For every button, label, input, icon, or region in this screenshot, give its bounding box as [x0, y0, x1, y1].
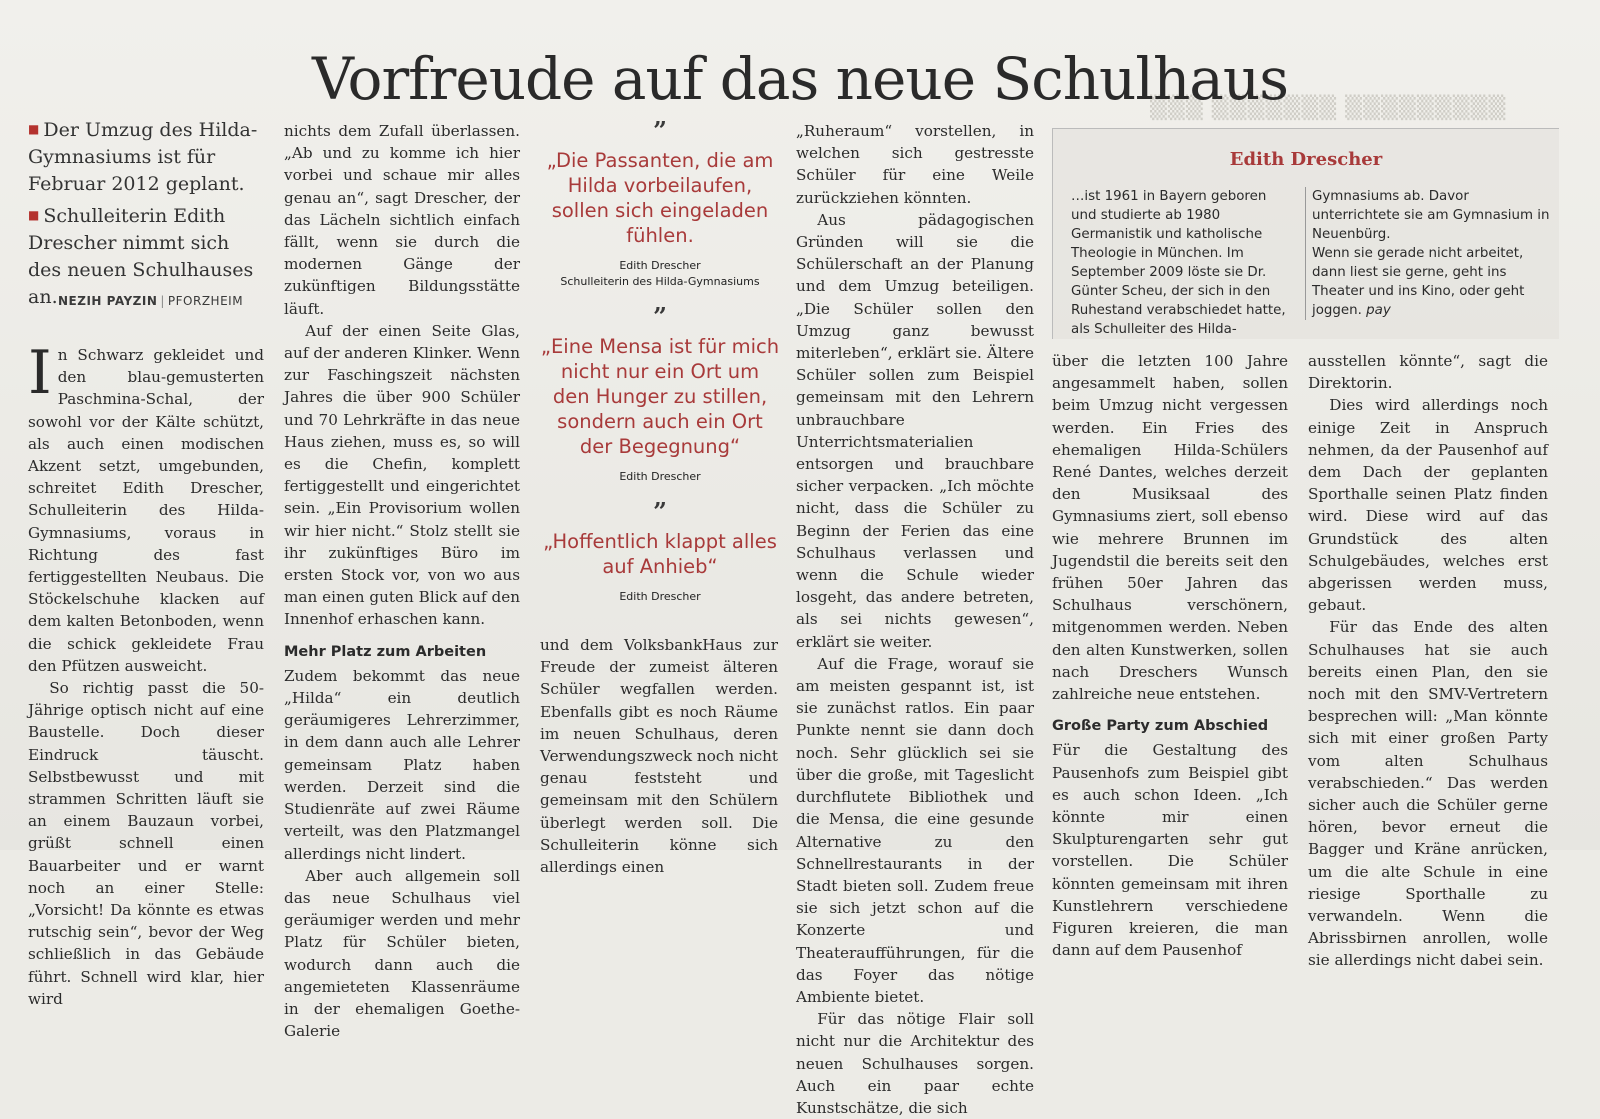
infobox-paragraph: Wenn sie gerade nicht arbeitet, dann liest sie gerne, geht ins Theater und ins Kino, oder geht joggen. [1312, 246, 1525, 318]
teaser-item [28, 116, 258, 198]
pull-quote [540, 302, 780, 485]
article-paragraph: So richtig passt die 50-Jährige optisch nicht auf eine Baustelle. Doch dieser Eindruck täuscht. Selbstbewusst und mit strammen Schritten läuft sie an einem Bauzaun vorbei, grüßt schnell einen Bauarbeiter und er warnt noch an einer Stelle: „Vorsicht! Da könnte es etwas rutschig sein“, bevor der Weg schließlich in das Gebäude führt. Schnell wird klar, hier wird [28, 679, 264, 1008]
author-location: PFORZHEIM [167, 294, 244, 308]
article-paragraph: Auf die Frage, worauf sie am meisten gespannt ist, ist sie zunächst ratlos. Ein paar Punkte nennt sie dann doch noch. Sehr glücklich sei sie über die große, mit Tageslicht durchflutete Bibliothek und die Mensa, die eine gesunde Alternative zu den Schnellrestaurants in der Stadt bieten soll. Zudem freue sie sich jetzt schon auf die Konzerte und Theateraufführungen, für die das Foyer das nötige Ambiente bietet. [796, 654, 1034, 1006]
article-paragraph: „Ruheraum“ vorstellen, in welchen sich gestresste Schüler für eine Weile zurückziehen könnten. [796, 122, 1034, 207]
subheading: Große Party zum Abschied [1052, 718, 1269, 735]
article-paragraph: und dem VolksbankHaus zur Freude der zumeist älteren Schüler wegfallen werden. Ebenfalls gibt es noch Räume im neuen Schulhaus, deren Verwendungszweck noch nicht genau feststeht und gemeinsam mit den Schülern überlegt werden soll. Die Schulleiterin könne sich allerdings einen [540, 636, 778, 877]
pull-quotes [540, 116, 780, 621]
author-name: NEZIH PAYZIN [58, 294, 158, 308]
author-signature: pay [1366, 303, 1391, 318]
paragraph-text: n Schwarz gekleidet und den blau-gemusterten Paschmina-Schal, der sowohl vor der Kälte schützt, als auch einen modischen Akzent setzt, umgebunden, schreitet Edith Drescher, Schulleiterin des Hilda-Gymnasiums, voraus in Richtung des fast fertiggestellten Neubaus. Die Stöckelschuhe klacken auf dem kalten Betonboden, wenn die schick gekleidete Frau den Pfützen ausweicht. [28, 346, 264, 675]
article-paragraph: Für die Gestaltung des Pausenhofs zum Beispiel gibt es auch schon Ideen. „Ich könnte mir einen Skulpturengarten sehr gut vorstellen. Die Schüler könnten gemeinsam mit ihren Kunstlehrern verschiedene Figuren kreieren, die man dann auf dem Pausenhof [1052, 741, 1288, 960]
teaser-text: Schulleiterin Edith Drescher nimmt sich des neuen Schulhauses an. [28, 205, 254, 308]
article-column-5 [1052, 350, 1288, 961]
bio-infobox [1052, 128, 1559, 339]
infobox-text-left: …ist 1961 in Bayern geboren und studierte ab 1980 Germanistik und katholische Theologie in München. Im September 2009 löste sie Dr. Günter Scheu, der sich in den Ruhestand verabschiedet hatte, als Schulleiter des Hilda- [1071, 189, 1286, 337]
quote-mark-icon: ” [653, 116, 667, 145]
article-column-1 [28, 338, 264, 1010]
square-bullet-icon: ■ [28, 122, 40, 136]
quote-author: Edith Drescher [619, 259, 701, 272]
infobox-paragraph: Gymnasiums ab. Davor unterrichtete sie am Gymnasium in Neuenbürg. [1312, 189, 1550, 242]
article-paragraph: Zudem bekommt das neue „Hilda“ ein deutlich geräumigeres Lehrerzimmer, in dem dann auch alle Lehrer gemeinsam Platz haben werden. Derzeit sind die Studienräte auf zwei Räume verteilt, was den Platzmangel allerdings nicht lindert. [284, 666, 520, 863]
quote-author: Edith Drescher [619, 590, 701, 603]
square-bullet-icon: ■ [28, 208, 40, 222]
quote-text: „Hoffentlich klappt alles auf Anhieb“ [543, 530, 777, 578]
quote-mark-icon: ” [653, 302, 667, 331]
quote-text: „Eine Mensa ist für mich nicht nur ein Ort um den Hunger zu stillen, sondern auch ein Ort der Begegnung“ [540, 335, 780, 458]
quote-author: Edith Drescher [619, 470, 701, 483]
pull-quote [540, 497, 780, 605]
byline-separator: | [160, 294, 165, 308]
article-paragraph: nichts dem Zufall überlassen. „Ab und zu komme ich hier vorbei und schaue mir alles genau an“, sagt Drescher, der das Lächeln sichtlich einfach fällt, wenn sie durch die modernen Gänge der zukünftigen Bildungsstätte läuft. [284, 122, 520, 318]
subheading: Mehr Platz zum Arbeiten [284, 643, 487, 660]
pull-quote [540, 116, 780, 290]
quote-mark-icon: ” [653, 497, 667, 526]
article-column-6 [1308, 350, 1548, 972]
article-paragraph [28, 338, 264, 677]
teaser-text: Der Umzug des Hilda-Gymnasiums ist für Februar 2012 geplant. [28, 119, 258, 195]
drop-cap: I [28, 338, 52, 408]
article-paragraph: Für das Ende des alten Schulhauses hat sie auch bereits einen Plan, den sie noch mit den SMV-Vertretern besprechen will: „Man könnte sich mit einer großen Party vom alten Schulhaus verabschieden.“ Das werden sicher auch die Schüler gerne hören, bevor erneut die Bagger und Kräne anrücken, um die alte Schule in eine riesige Sporthalle zu verwandeln. Wenn die Abrissbirnen anrollen, wolle sie allerdings nicht dabei sein. [1308, 618, 1548, 970]
article-paragraph: ausstellen könnte“, sagt die Direktorin. [1308, 352, 1548, 393]
byline [58, 294, 243, 308]
article-paragraph: Aus pädagogischen Gründen will sie die Schülerschaft an der Planung und dem Umzug beteiligen. „Die Schüler sollen den Umzug ganz bewusst miterleben“, erklärt sie. Ältere Schüler sollen zum Beispiel gemeinsam mit den Lehrern unbrauchbare Unterrichtsmaterialien entsorgen und brauchbare sicher verpacken. „Ich möchte nicht, dass die Schüler zu Beginn der Ferien das eine Schulhaus verlassen und wenn die Schule wieder losgeht, das andere betreten, als sei nichts gewesen“, erklärt sie weiter. [796, 210, 1034, 651]
headline: Vorfreude auf das neue Schulhaus [311, 44, 1289, 113]
infobox-title: Edith Drescher [1229, 149, 1383, 170]
article-column-4 [796, 120, 1034, 1119]
article-paragraph: Auf der einen Seite Glas, auf der anderen Klinker. Wenn zur Faschingszeit nächsten Jahres die über 900 Schüler und 70 Lehrkräfte in das neue Haus ziehen, muss es, so will es die Chefin, komplett fertiggestellt und eingerichtet sein. „Ein Provisorium wollen wir hier nicht.“ Stolz stellt sie ihr zukünftiges Büro im ersten Stock vor, von wo aus man einen guten Blick auf den Innenhof erhaschen kann. [284, 321, 520, 629]
article-paragraph: über die letzten 100 Jahre angesammelt haben, sollen beim Umzug nicht vergessen werden. Ein Fries des ehemaligen Hilda-Schülers René Dantes, welches derzeit den Musiksaal des Gymnasiums ziert, soll ebenso wie mehrere Brunnen im Jugendstil die bereits seit den frühen 50er Jahren das Schulhaus verschönern, mitgenommen werden. Neben den alten Kunstwerken, sollen nach Dreschers Wunsch zahlreiche neue entstehen. [1052, 352, 1288, 704]
bleed-through-text: ▒▒▒ ▒▒▒▒▒▒▒ ▒▒▒▒▒▒▒▒▒ [1150, 96, 1507, 121]
article-column-3 [540, 634, 778, 878]
article-paragraph: Aber auch allgemein soll das neue Schulhaus viel geräumiger werden und mehr Platz für Schüler bieten, wodurch dann auch die angemieteten Klassenräume in der ehemaligen Goethe-Galerie [284, 866, 520, 1041]
article-column-2 [284, 120, 520, 1042]
article-paragraph: Für das nötige Flair soll nicht nur die Architektur des neuen Schulhauses sorgen. Auch ein paar echte Kunstschätze, die sich [796, 1010, 1034, 1117]
article-paragraph: Dies wird allerdings noch einige Zeit in Anspruch nehmen, da der Pausenhof auf dem Dach der geplanten Sporthalle seinen Platz finden wird. Diese wird auf das Grundstück des alten Schulgebäudes, welches erst abgerissen werden muss, gebaut. [1308, 396, 1548, 615]
infobox-text-right [1305, 187, 1552, 320]
quote-text: „Die Passanten, die am Hilda vorbeilaufen, sollen sich eingeladen fühlen. [546, 149, 774, 247]
teaser [28, 116, 258, 315]
quote-author-role: Schulleiterin des Hilda-Gymnasiums [560, 275, 760, 288]
